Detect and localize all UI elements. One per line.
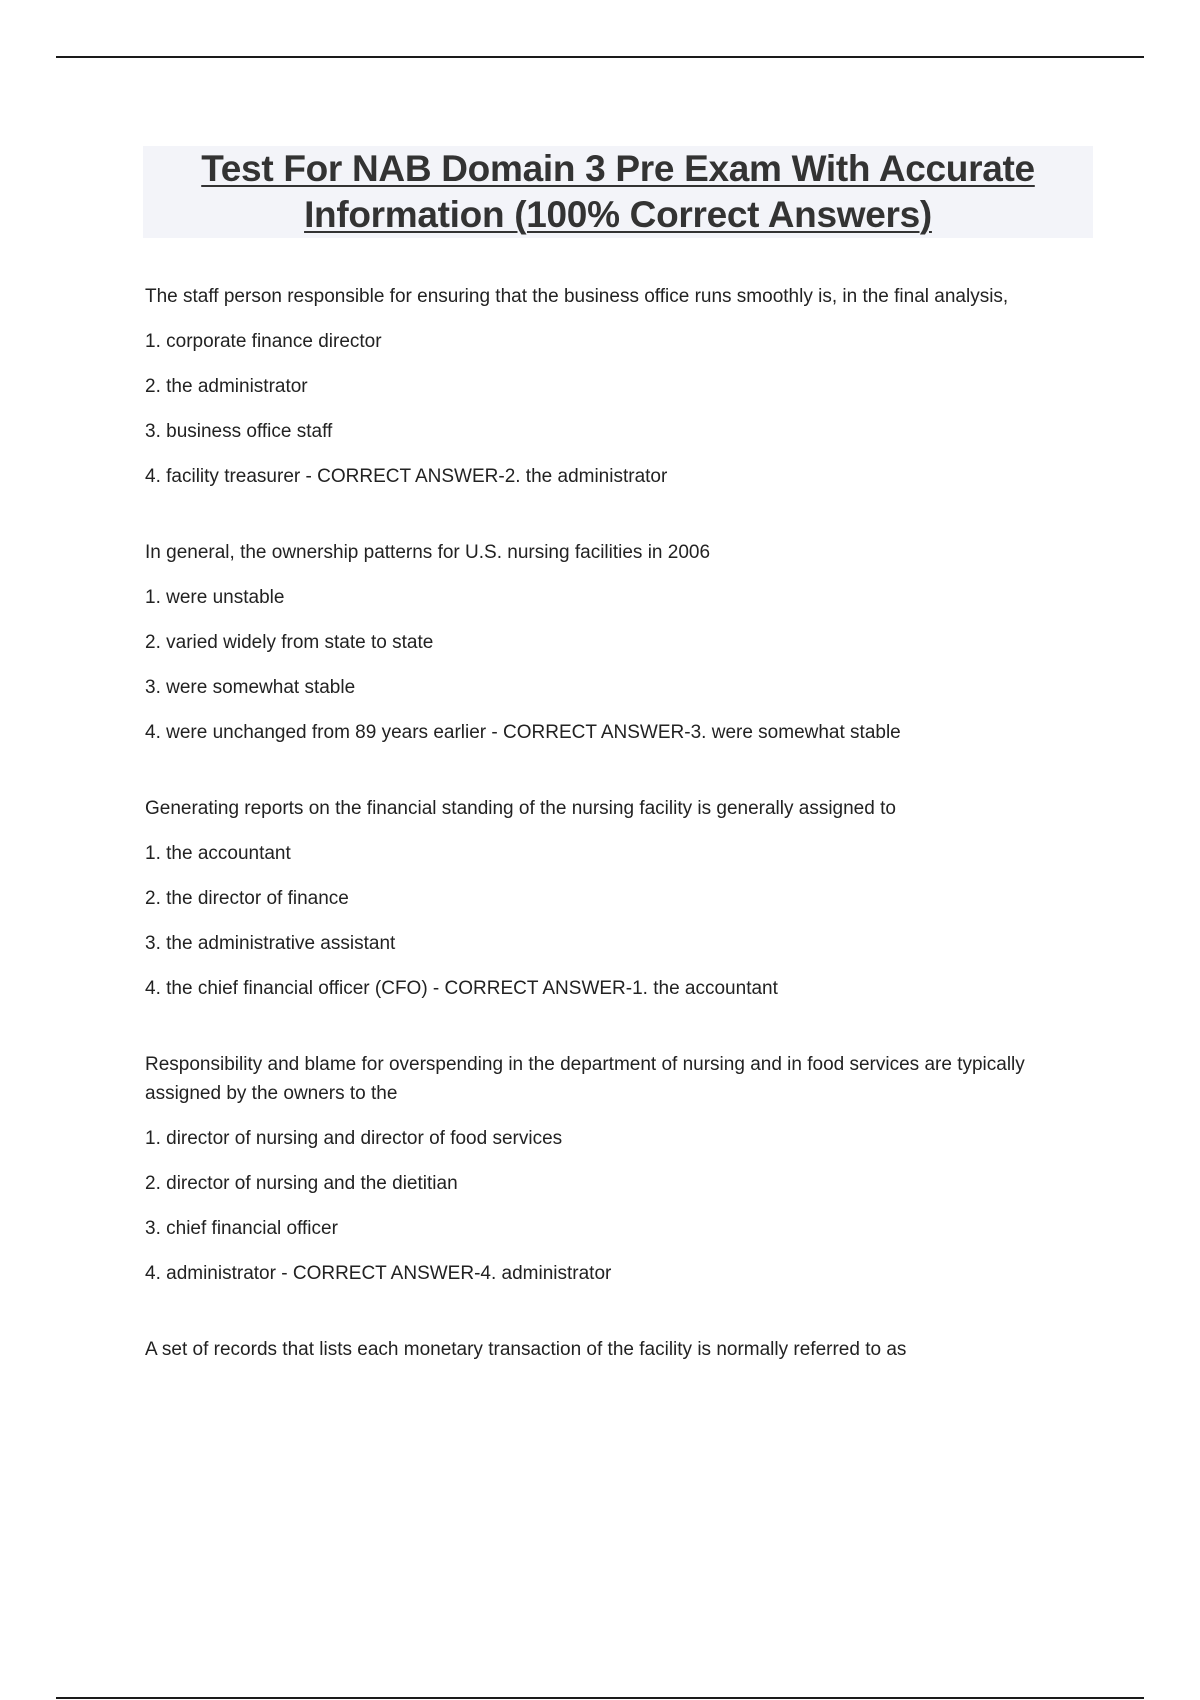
answer-label: CORRECT ANSWER- — [317, 466, 505, 487]
option-4: 4. the chief financial officer (CFO) — [145, 978, 428, 999]
correct-answer: 3. were somewhat stable — [690, 722, 901, 743]
option-2: 2. the administrator — [145, 376, 308, 397]
answer-separator: - — [486, 722, 504, 743]
answer-separator: - — [275, 1263, 293, 1284]
option-4: 4. were unchanged from 89 years earlier — [145, 722, 487, 743]
option-2: 2. varied widely from state to state — [145, 632, 434, 653]
question-text: A set of records that lists each monetary transaction of the facility is normally referred to as — [145, 1339, 907, 1360]
question-text: In general, the ownership patterns for U.S. nursing facilities in 2006 — [145, 542, 711, 563]
option-4-with-answer — [145, 1259, 1085, 1288]
option-4: 4. administrator — [145, 1263, 276, 1284]
correct-answer: 2. the administrator — [504, 466, 668, 487]
correct-answer: 1. the accountant — [632, 978, 778, 999]
question-4 — [145, 1050, 1085, 1288]
answer-label: CORRECT ANSWER- — [503, 722, 691, 743]
option-1: 1. director of nursing and director of food services — [145, 1128, 563, 1149]
document-title — [143, 146, 1093, 238]
question-2 — [145, 538, 1085, 747]
option-4-with-answer — [145, 974, 1085, 1003]
title-line-1: Test For NAB Domain 3 Pre Exam With Accurate — [201, 148, 1035, 189]
option-4-with-answer — [145, 462, 1085, 491]
question-text: Responsibility and blame for overspending in the department of nursing and in food services are typically assigned by the owners to the — [145, 1054, 1025, 1104]
correct-answer: 4. administrator — [480, 1263, 612, 1284]
answer-separator: - — [427, 978, 445, 999]
option-3: 3. business office staff — [145, 421, 333, 442]
option-1: 1. the accountant — [145, 843, 291, 864]
option-4-with-answer — [145, 718, 1085, 747]
question-text: The staff person responsible for ensuring that the business office runs smoothly is, in the final analysis, — [145, 286, 1009, 307]
top-rule — [56, 56, 1144, 58]
option-3: 3. were somewhat stable — [145, 677, 356, 698]
answer-separator: - — [300, 466, 318, 487]
option-1: 1. corporate finance director — [145, 331, 382, 352]
option-3: 3. chief financial officer — [145, 1218, 338, 1239]
question-3 — [145, 794, 1085, 1003]
bottom-rule — [56, 1697, 1144, 1699]
question-1 — [145, 282, 1085, 491]
answer-label: CORRECT ANSWER- — [444, 978, 633, 999]
option-2: 2. director of nursing and the dietitian — [145, 1173, 458, 1194]
title-line-2: Information (100% Correct Answers) — [304, 194, 932, 235]
option-3: 3. the administrative assistant — [145, 933, 396, 954]
question-list — [145, 282, 1085, 1411]
question-5 — [145, 1335, 1085, 1364]
question-text: Generating reports on the financial standing of the nursing facility is generally assigned to — [145, 798, 896, 819]
answer-label: CORRECT ANSWER- — [292, 1263, 481, 1284]
option-1: 1. were unstable — [145, 587, 285, 608]
option-2: 2. the director of finance — [145, 888, 349, 909]
option-4: 4. facility treasurer — [145, 466, 301, 487]
